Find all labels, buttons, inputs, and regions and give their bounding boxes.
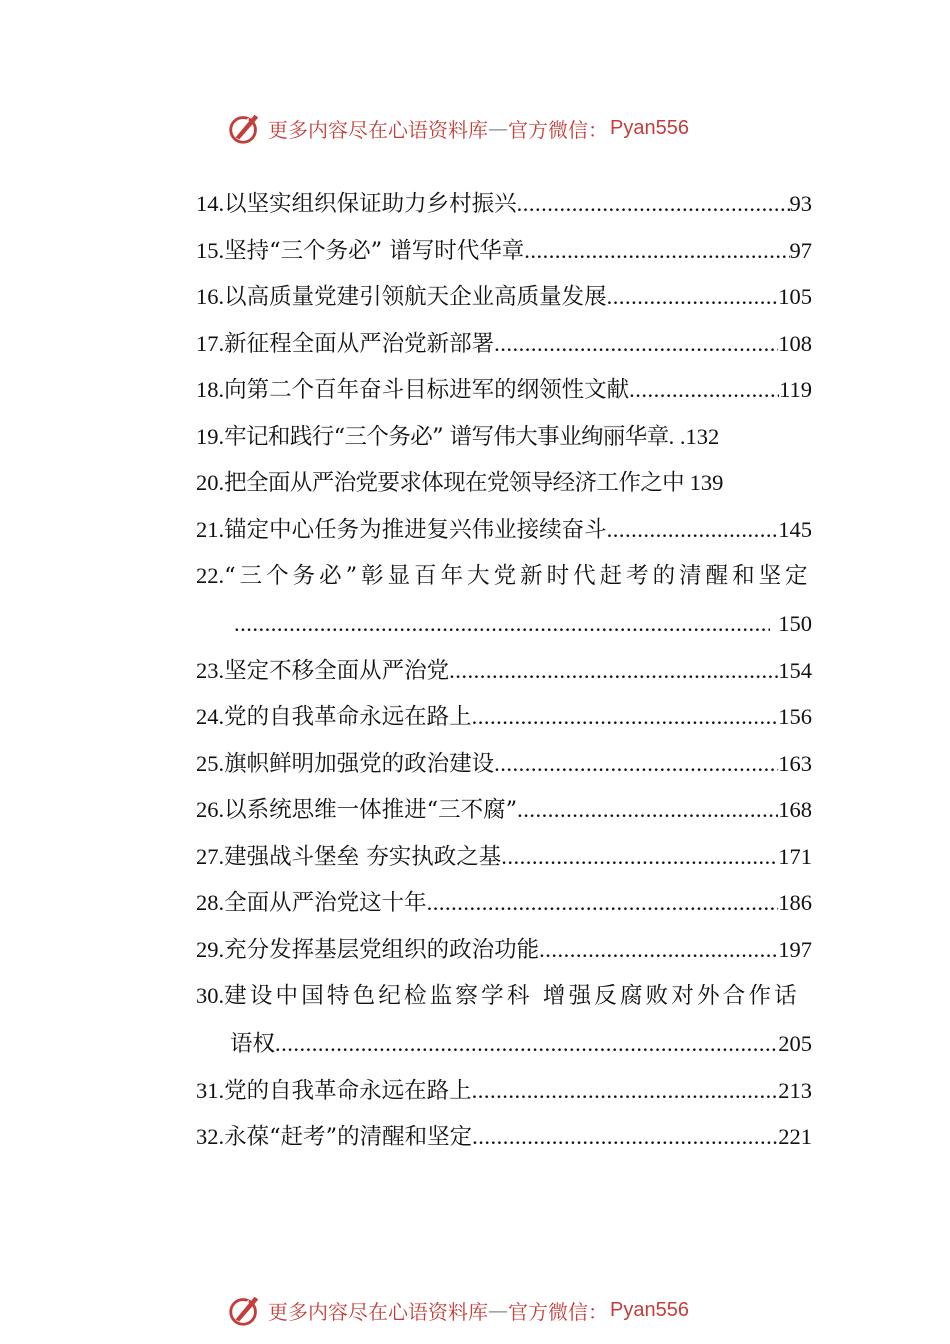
toc-page: 186	[778, 890, 812, 915]
toc-page: 93	[789, 191, 812, 216]
toc-number: 17.	[196, 330, 225, 356]
toc-entry-32[interactable]	[196, 1119, 812, 1155]
toc-leader	[517, 186, 790, 222]
toc-title: 以高质量党建引领航天企业高质量发展	[224, 284, 607, 310]
toc-title: 旗帜鲜明加强党的政治建设	[224, 750, 495, 777]
banner-separator: —	[488, 116, 508, 140]
toc-leader	[472, 1119, 778, 1155]
table-of-contents	[196, 186, 812, 1166]
toc-title: 向第二个百年奋斗目标进军的纲领性文献	[224, 377, 630, 403]
toc-page: 108	[778, 330, 812, 356]
toc-entry-28[interactable]	[196, 885, 812, 921]
toc-leader	[501, 839, 778, 875]
toc-entry-18[interactable]	[196, 372, 812, 408]
toc-entry-30-continuation[interactable]	[196, 1026, 812, 1062]
footer-watermark	[226, 1290, 689, 1330]
toc-entry-19[interactable]	[196, 419, 812, 455]
toc-title: 建强战斗堡垒 夯实执政之基	[224, 843, 502, 870]
toc-entry-31[interactable]	[196, 1073, 812, 1109]
toc-number: 22.	[196, 563, 225, 588]
toc-title: 永葆“赶考”的清醒和坚定	[224, 1124, 473, 1150]
toc-entry-23[interactable]	[196, 653, 812, 689]
toc-page: 105	[778, 284, 812, 309]
toc-entry-21[interactable]	[196, 512, 812, 548]
quill-logo-icon	[226, 1291, 264, 1329]
toc-page: 139	[684, 470, 724, 495]
toc-title: 全面从严治党这十年	[224, 890, 427, 916]
toc-title: 新征程全面从严治党新部署	[224, 330, 495, 357]
toc-page: 145	[778, 516, 812, 542]
toc-leader	[494, 746, 778, 782]
toc-page: . .132	[668, 423, 720, 449]
toc-number: 28.	[196, 890, 225, 915]
toc-number: 15.	[196, 237, 225, 263]
toc-entry-16[interactable]	[196, 279, 812, 315]
toc-number: 16.	[196, 284, 225, 309]
toc-page: 163	[778, 750, 812, 776]
toc-number: 27.	[196, 843, 225, 869]
toc-leader	[275, 1026, 778, 1062]
toc-leader	[449, 653, 778, 689]
toc-number: 31.	[196, 1077, 225, 1103]
toc-number: 23.	[196, 657, 225, 683]
toc-page: 221	[778, 1124, 812, 1149]
toc-number: 24.	[196, 704, 225, 729]
toc-entry-29[interactable]	[196, 932, 812, 968]
toc-number: 25.	[196, 750, 225, 776]
quill-logo-icon	[226, 109, 264, 147]
toc-title: 把全面从严治党要求体现在党领导经济工作之中	[224, 470, 685, 496]
toc-title-continuation: 语权	[230, 1031, 276, 1057]
banner-main-text: 更多内容尽在心语资料库	[268, 1299, 488, 1324]
banner-wechat-id: Pyan556	[610, 1298, 689, 1321]
toc-leader	[629, 372, 779, 408]
toc-entry-27[interactable]	[196, 839, 812, 875]
toc-number: 21.	[196, 516, 225, 542]
banner-wechat-id: Pyan556	[610, 116, 689, 139]
toc-number: 32.	[196, 1124, 225, 1149]
toc-entry-24[interactable]	[196, 699, 812, 735]
toc-page: 150	[778, 611, 812, 636]
toc-leader	[607, 512, 779, 548]
toc-page: 154	[778, 657, 812, 683]
toc-leader	[607, 279, 779, 315]
toc-page: 168	[778, 797, 812, 822]
toc-entry-22[interactable]	[196, 558, 812, 594]
toc-number: 30.	[196, 983, 225, 1008]
toc-page: 97	[789, 237, 812, 263]
toc-page: 119	[779, 377, 812, 402]
banner-wechat-label: 官方微信：	[508, 1299, 608, 1324]
toc-title: 锚定中心任务为推进复兴伟业接续奋斗	[224, 516, 607, 543]
toc-number: 20.	[196, 470, 225, 495]
toc-number: 19.	[196, 423, 225, 449]
toc-entry-14[interactable]	[196, 186, 812, 222]
toc-entry-20[interactable]	[196, 465, 812, 501]
banner-separator: —	[488, 1298, 508, 1322]
toc-title: 充分发挥基层党组织的政治功能	[224, 936, 540, 963]
banner-wechat-label: 官方微信：	[508, 117, 608, 142]
toc-title: 牢记和践行“三个务必” 谱写伟大事业绚丽华章	[224, 423, 669, 450]
toc-title: 以系统思维一体推进“三不腐”	[224, 797, 518, 823]
toc-entry-25[interactable]	[196, 746, 812, 782]
header-watermark	[226, 108, 689, 148]
toc-entry-22-continuation[interactable]	[196, 606, 812, 642]
toc-title: “三个务必”彰显百年大党新时代赶考的清醒和坚定	[224, 563, 812, 589]
toc-leader	[427, 885, 779, 921]
toc-leader	[472, 699, 779, 735]
toc-title: 党的自我革命永远在路上	[224, 704, 472, 730]
toc-title: 坚定不移全面从严治党	[224, 657, 450, 684]
toc-number: 18.	[196, 377, 225, 402]
toc-number: 29.	[196, 936, 225, 962]
toc-entry-17[interactable]	[196, 326, 812, 362]
toc-page: 197	[778, 936, 812, 962]
toc-leader	[517, 792, 778, 828]
toc-number: 26.	[196, 797, 225, 822]
toc-page: 156	[778, 704, 812, 729]
toc-page: 213	[778, 1077, 812, 1103]
toc-entry-26[interactable]	[196, 792, 812, 828]
toc-entry-15[interactable]	[196, 233, 812, 269]
toc-title: 以坚实组织保证助力乡村振兴	[224, 191, 517, 217]
toc-page: 205	[778, 1031, 812, 1056]
toc-page: 171	[778, 843, 812, 869]
toc-title: 建设中国特色纪检监察学科 增强反腐败对外合作话	[224, 983, 800, 1009]
toc-title: 坚持“三个务必” 谱写时代华章	[224, 237, 525, 264]
toc-number: 14.	[196, 191, 225, 216]
toc-title: 党的自我革命永远在路上	[224, 1077, 472, 1104]
toc-leader	[494, 326, 778, 362]
toc-leader	[234, 606, 770, 642]
toc-leader	[524, 233, 789, 269]
banner-main-text: 更多内容尽在心语资料库	[268, 117, 488, 142]
toc-entry-30[interactable]	[196, 978, 812, 1014]
toc-leader	[539, 932, 778, 968]
toc-leader	[472, 1073, 779, 1109]
